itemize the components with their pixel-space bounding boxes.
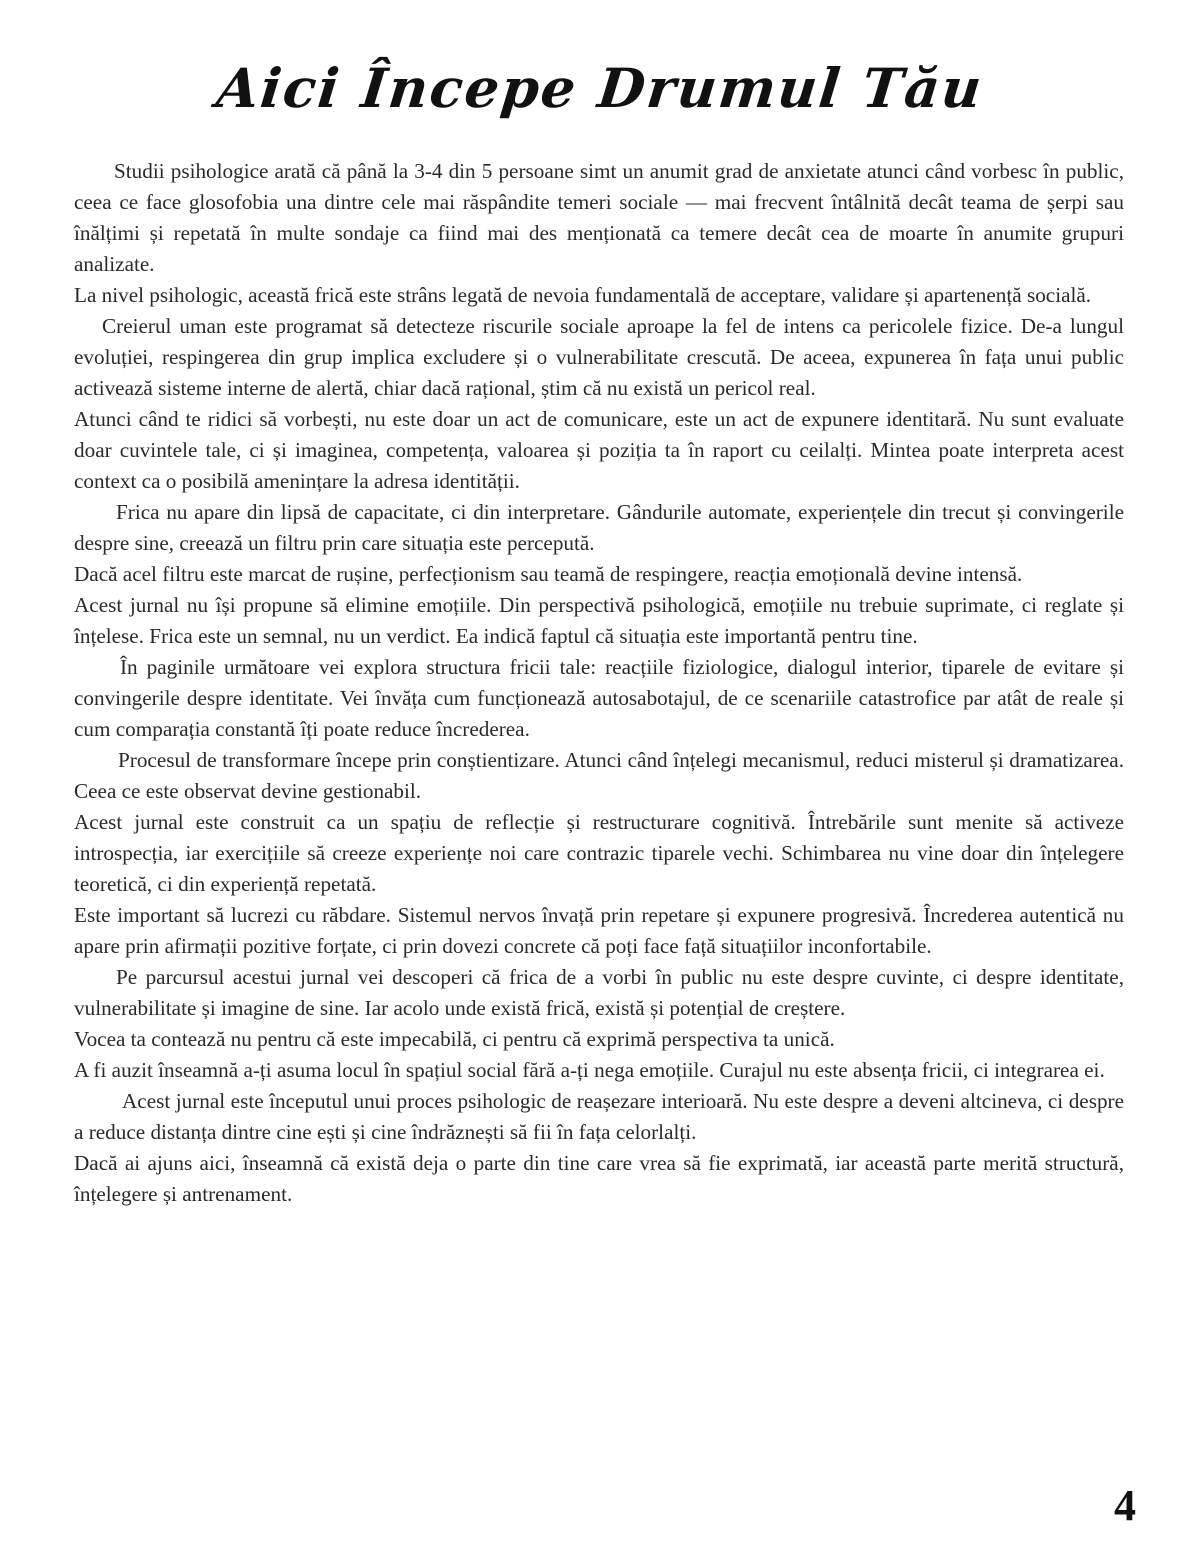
page-number: 4 [1114,1481,1136,1530]
paragraph: Pe parcursul acestui jurnal vei descoperi că frica de a vorbi în public nu este despre cuvinte, ci despre identitate, vulnerabilitate și imagine de sine. Iar acolo unde există frică, există și potențial de creștere. [74,965,1124,1020]
paragraph: Vocea ta contează nu pentru că este impecabilă, ci pentru că exprimă perspectiva ta unică. [74,1027,835,1051]
paragraph: Acest jurnal nu își propune să elimine emoțiile. Din perspectivă psihologică, emoțiile nu trebuie suprimate, ci reglate și înțelese. Frica este un semnal, nu un verdict. Ea indică faptul că situația este importantă pentru tine. [74,593,1124,648]
paragraph: Dacă ai ajuns aici, înseamnă că există deja o parte din tine care vrea să fie exprimată, iar această parte merită structură, înțelegere și antrenament. [74,1151,1124,1206]
paragraph: Acest jurnal este construit ca un spațiu de reflecție și restructurare cognitivă. Întrebările sunt menite să activeze introspecția, iar exercițiile să creeze experiențe noi care contrazic tiparele vechi. Schimbarea nu vine doar din înțelegere teoretică, ci din experiență repetată. [74,810,1124,896]
paragraph: La nivel psihologic, această frică este strâns legată de nevoia fundamentală de acceptare, validare și apartenență socială. [74,283,1092,307]
paragraph: Frica nu apare din lipsă de capacitate, ci din interpretare. Gândurile automate, experiențele din trecut și convingerile despre sine, creează un filtru prin care situația este percepută. [74,500,1124,555]
paragraph: Creierul uman este programat să detecteze riscurile sociale aproape la fel de intens ca pericolele fizice. De-a lungul evoluției, respingerea din grup implica excludere și o vulnerabilitate crescută. De aceea, expunerea în fața unui public activează sisteme interne de alertă, chiar dacă rațional, știm că nu există un pericol real. [74,314,1124,400]
paragraph: Acest jurnal este începutul unui proces psihologic de reașezare interioară. Nu este despre a deveni altcineva, ci despre a reduce distanța dintre cine ești și cine îndrăznești să fii în fața celorlalți. [74,1089,1124,1144]
paragraph: În paginile următoare vei explora structura fricii tale: reacțiile fiziologice, dialogul interior, tiparele de evitare și convingerile despre identitate. Vei învăța cum funcționează autosabotajul, de ce scenariile catastrofice par atât de reale și cum comparația constantă îți poate reduce încrederea. [74,655,1124,741]
paragraph: A fi auzit înseamnă a-ți asuma locul în spațiul social fără a-ți nega emoțiile. Curajul nu este absența fricii, ci integrarea ei. [74,1058,1105,1082]
page-title: Aici Începe Drumul Tău [213,56,987,120]
body-text [74,156,1124,1210]
paragraph: Studii psihologice arată că până la 3-4 din 5 persoane simt un anumit grad de anxietate atunci când vorbesc în public, ceea ce face glosofobia una dintre cele mai răspândite temeri sociale — mai frecvent întâlnită decât teama de șerpi sau înălțimi și repetată în multe sondaje ca fiind mai des menționată ca temere decât cea de moarte în anumite grupuri analizate. [74,159,1124,276]
paragraph: Atunci când te ridici să vorbești, nu este doar un act de comunicare, este un act de expunere identitară. Nu sunt evaluate doar cuvintele tale, ci și imaginea, competența, valoarea și poziția ta în raport cu ceilalți. Mintea poate interpreta acest context ca o posibilă amenințare la adresa identității. [74,407,1124,493]
paragraph: Este important să lucrezi cu răbdare. Sistemul nervos învață prin repetare și expunere progresivă. Încrederea autentică nu apare prin afirmații pozitive forțate, ci prin dovezi concrete că poți face față situațiilor inconfortabile. [74,903,1124,958]
paragraph: Dacă acel filtru este marcat de rușine, perfecționism sau teamă de respingere, reacția emoțională devine intensă. [74,562,1023,586]
paragraph: Procesul de transformare începe prin conștientizare. Atunci când înțelegi mecanismul, reduci misterul și dramatizarea. Ceea ce este observat devine gestionabil. [74,748,1124,803]
